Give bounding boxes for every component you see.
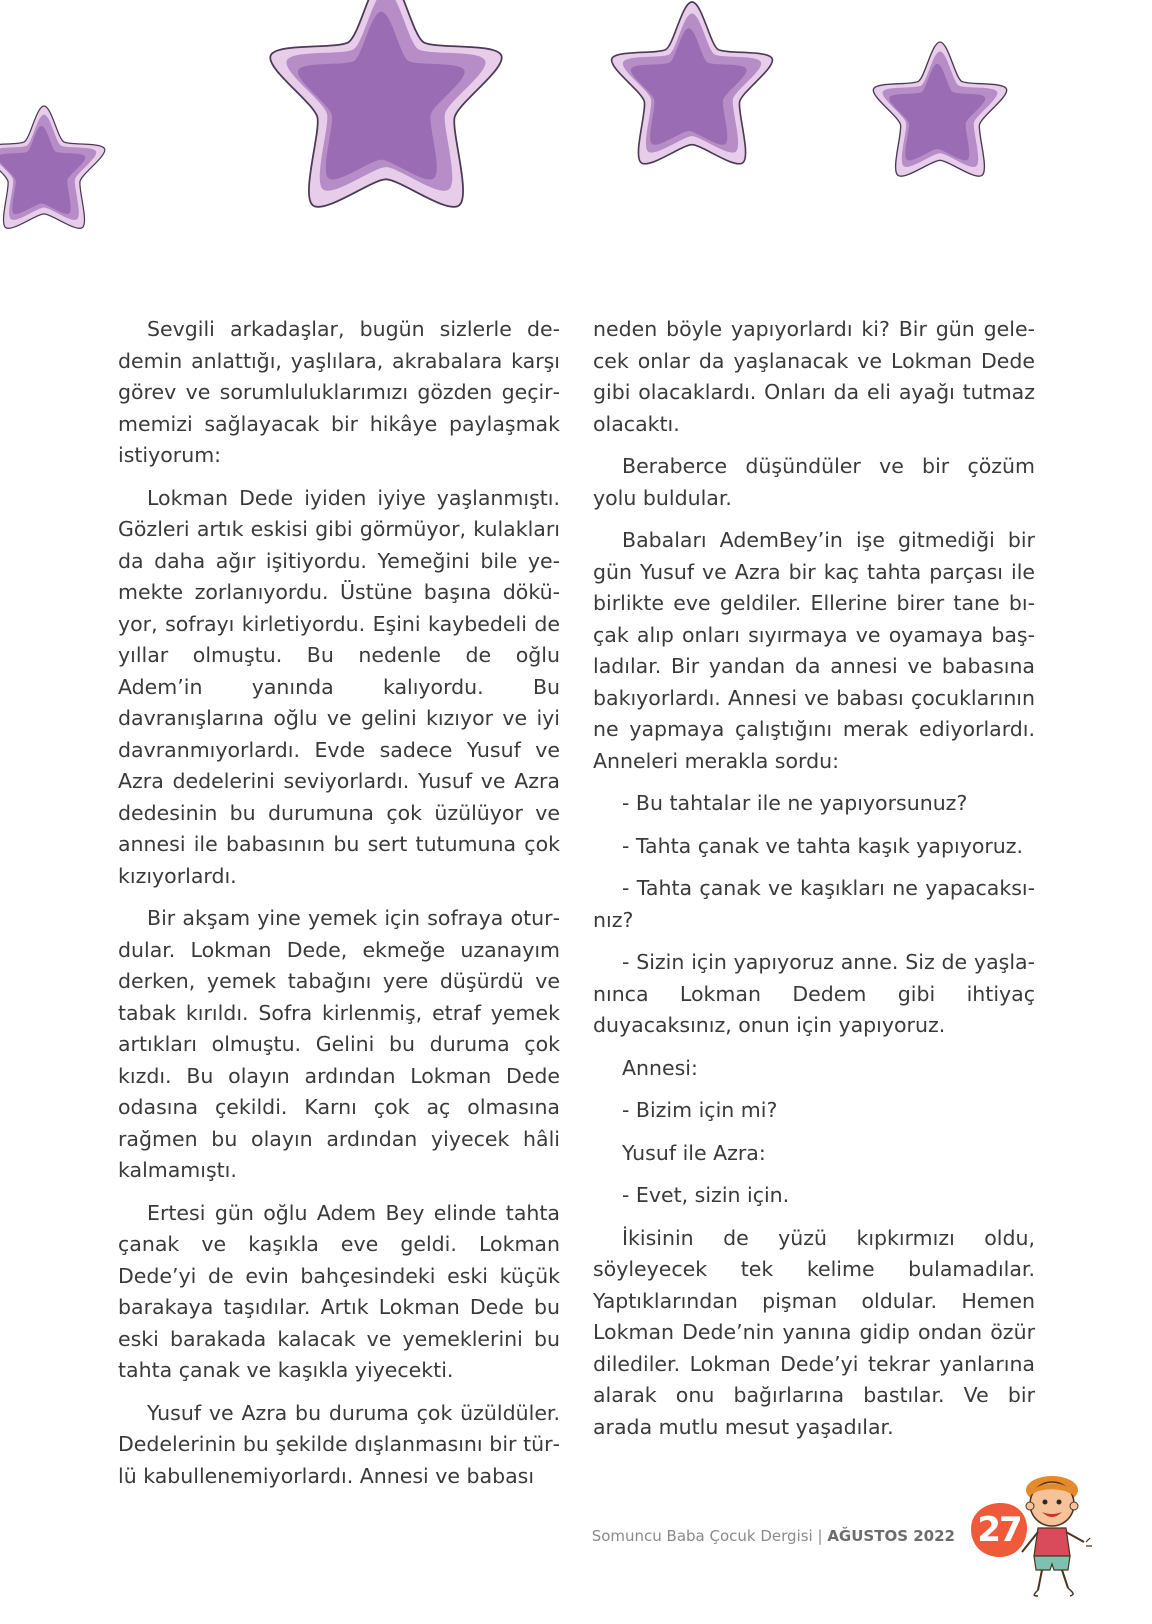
paragraph: Sevgili arkadaşlar, bugün sizlerle dedemin anlattığı, yaşlılara, akrabalara karşı görev ve sorumluluklarımızı gözden geçirmemizi sağlayacak bir hikâye paylaşmak istiyorum: — [118, 317, 560, 467]
paragraph: Lokman Dede iyiden iyiye yaşlanmıştı. Gözleri artık eskisi gibi görmüyor, kulakları da daha ağır işitiyordu. Yemeğini bile yemekte zorlanıyordu. Üstüne başına döküyor, sofrayı kirletiyordu. Eşini kaybedeli de yıllar olmuştu. Bu nedenle de oğlu Adem’in yanında kalıyordu. Bu davranışlarına oğlu ve gelini kızıyor ve iyi davranmıyorlardı. Evde sadece Yusuf ve Azra dedelerini seviyorlardı. Yusuf ve Azra dedesinin bu durumuna çok üzülüyor ve annesi ile babasının bu sert tutumuna çok kızıyorlardı. — [118, 485, 560, 888]
footer-separator: | — [812, 1527, 828, 1545]
paragraph-continuation: neden böyle yapıyorlardı ki? Bir gün gelecek onlar da yaşlanacak ve Lokman Dede gibi olacaklardı. Onları da eli ayağı tutmaz olacaktı. — [593, 317, 1035, 436]
story-column-left — [118, 314, 560, 1503]
star-decoration — [270, 0, 501, 207]
dialogue-line: - Bizim için mi? — [622, 1098, 778, 1122]
story-column-right — [593, 314, 1035, 1454]
paragraph: Beraberce düşündüler ve bir çözüm yolu buldular. — [593, 454, 1035, 510]
issue-date: AĞUSTOS 2022 — [827, 1527, 955, 1545]
dialogue-line: - Tahta çanak ve kaşıkları ne yapacaksınız? — [593, 876, 1035, 932]
paragraph: Yusuf ve Azra bu duruma çok üzüldüler. Dedelerinin bu şekilde dışlanmasını bir türlü kabullenemiyorlardı. Annesi ve babası — [118, 1400, 560, 1488]
speaker-line: Yusuf ile Azra: — [622, 1140, 766, 1165]
page-footer — [560, 1527, 955, 1545]
dialogue-line: - Bu tahtalar ile ne yapıyorsunuz? — [622, 791, 968, 815]
star-decoration — [873, 42, 1006, 176]
paragraph: İkisinin de yüzü kıpkırmızı oldu, söyleyecek tek kelime bulamadılar. Yaptıklarından pişman oldular. Hemen Lokman Dede’nin yanına gidip ondan özür dilediler. Lokman Dede’yi tekrar yanlarına alarak onu bağırlarına bastılar. Ve bir arada mutlu mesut yaşadılar. — [593, 1225, 1035, 1439]
star-decoration-group — [0, 0, 1152, 260]
magazine-name: Somuncu Baba Çocuk Dergisi — [591, 1527, 813, 1545]
paragraph: Babaları AdemBey’in işe gitmediği bir gün Yusuf ve Azra bir kaç tahta parçası ile birlikte eve geldiler. Ellerine birer tane bıçak alıp onları sıyırmaya ve oyamaya başladılar. Bir yandan da annesi ve babasına bakıyorlardı. Annesi ve babası çocuklarının ne yapmaya çalıştığını merak ediyorlardı. Anneleri merakla sordu: — [593, 528, 1035, 773]
star-decoration — [0, 106, 105, 228]
dialogue-line: - Tahta çanak ve tahta kaşık yapıyoruz. — [622, 833, 1024, 858]
dialogue-line: - Sizin için yapıyoruz anne. Siz de yaşlanınca Lokman Dedem gibi ihtiyaç duyacaksınız, onun için yapıyoruz. — [593, 950, 1035, 1037]
star-decoration — [612, 2, 773, 164]
page-number: 27 — [977, 1510, 1021, 1550]
dialogue-line: - Evet, sizin için. — [622, 1183, 790, 1207]
paragraph: Bir akşam yine yemek için sofraya oturdular. Lokman Dede, ekmeğe uzanayım derken, yemek tabağını yere düşürdü ve tabak kırıldı. Sofra kirlenmiş, etraf yemek artıkları olmuştu. Gelini bu duruma çok kızdı. Bu olayın ardından Lokman Dede odasına çekildi. Karnı çok aç olmasına rağmen bu olayın ardından yiyecek hâli kalmamıştı. — [118, 906, 560, 1182]
child-illustration — [1020, 1470, 1140, 1600]
speaker-line: Annesi: — [622, 1055, 698, 1080]
paragraph: Ertesi gün oğlu Adem Bey elinde tahta çanak ve kaşıkla eve geldi. Lokman Dede’yi de evin bahçesindeki eski küçük barakaya taşıdılar. Artık Lokman Dede bu eski barakada kalacak ve yemeklerini bu tahta çanak ve kaşıkla yiyecekti. — [118, 1200, 560, 1382]
